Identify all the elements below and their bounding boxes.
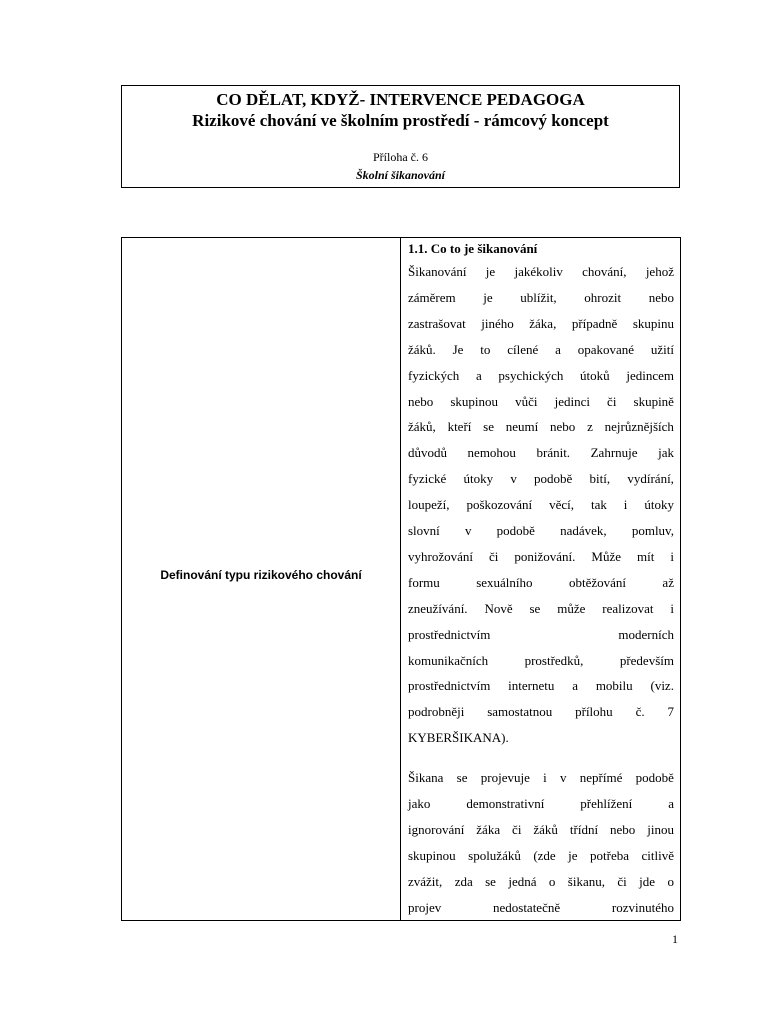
paragraph-line: projev nedostatečně rozvinutého (408, 899, 674, 915)
paragraph-line: žáků, kteří se neumí nebo z nejrůznějších (408, 419, 674, 435)
paragraph-line: jako demonstrativní přehlížení a (408, 795, 674, 811)
paragraph-line: ignorování žáka či žáků třídní nebo jinou (408, 821, 674, 837)
paragraph-line: skupinou spolužáků (zde je potřeba citlivě (408, 847, 674, 863)
paragraph-line: Šikanování je jakékoliv chování, jehož (408, 264, 674, 279)
paragraph-line: Šikana se projevuje i v nepřímé podobě (408, 770, 674, 785)
paragraph-line: nebo skupinou vůči jedinci či skupině (408, 393, 674, 409)
paragraph-line: slovní v podobě nadávek, pomluv, (408, 523, 674, 538)
paragraph-line: fyzické útoky v podobě bití, vydírání, (408, 471, 674, 487)
paragraph-line: vyhrožování či ponižování. Může mít i (408, 548, 674, 564)
paragraph-line: podrobněji samostatnou přílohu č. 7 (408, 704, 674, 720)
paragraph-line: záměrem je ublížit, ohrozit nebo (408, 289, 674, 305)
paragraph-line: komunikačních prostředků, především (408, 652, 674, 668)
document-title: CO DĚLAT, KDYŽ- INTERVENCE PEDAGOGA (216, 90, 585, 109)
left-column-label: Definování typu rizikového chování (160, 568, 362, 582)
paragraph-line: loupeží, poškozování věcí, tak i útoky (408, 497, 674, 513)
section-title: 1.1. Co to je šikanování (408, 241, 538, 256)
column-divider (400, 238, 401, 920)
document-subtitle: Rizikové chování ve školním prostředí - rámcový koncept (192, 111, 609, 130)
paragraph-line: fyzických a psychických útoků jedincem (408, 367, 674, 383)
page-number: 1 (672, 932, 678, 946)
paragraph-line: zastrašovat jiného žáka, případně skupinu (408, 315, 674, 331)
paragraph-line: prostřednictvím moderních (408, 626, 674, 642)
paragraph-line: zvážit, zda se jedná o šikanu, či jde o (408, 873, 674, 889)
content-table (121, 237, 681, 921)
document-header-box (121, 85, 680, 188)
paragraph-line: žáků. Je to cílené a opakované užití (408, 341, 674, 357)
paragraph-line: formu sexuálního obtěžování až (408, 574, 674, 590)
paragraph-line: důvodů nemohou bránit. Zahrnuje jak (408, 445, 674, 461)
attachment-topic: Školní šikanování (355, 168, 446, 182)
paragraph-line: KYBERŠIKANA). (408, 730, 509, 746)
paragraph-line: prostřednictvím internetu a mobilu (viz. (408, 678, 674, 694)
paragraph-line: zneužívání. Nově se může realizovat i (408, 600, 674, 616)
attachment-number: Příloha č. 6 (373, 150, 428, 164)
